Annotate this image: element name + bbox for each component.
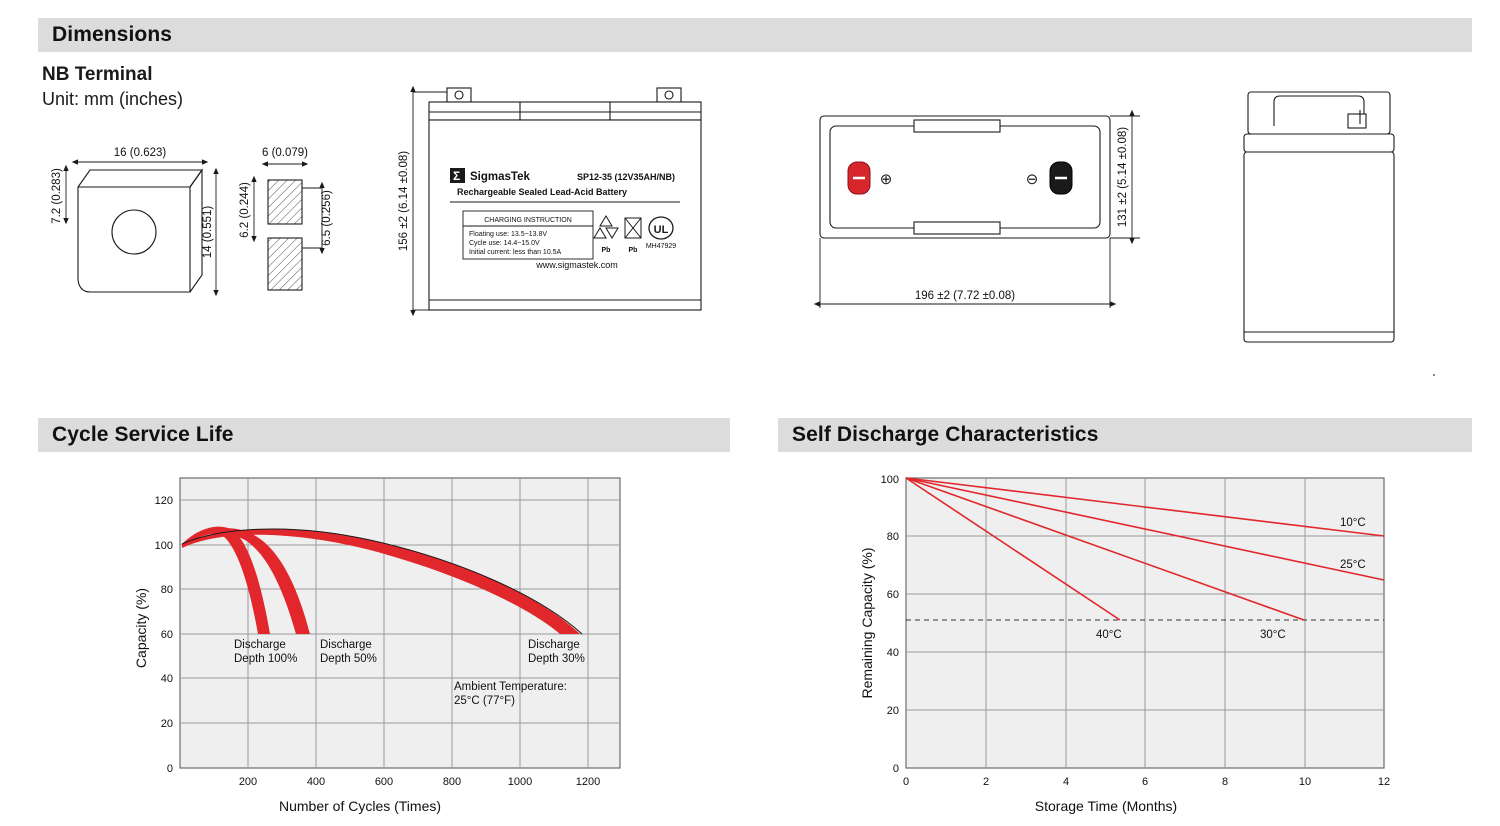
self-chart-ylabel: Remaining Capacity (%) [859, 547, 875, 699]
svg-text:0: 0 [892, 763, 899, 775]
svg-text:6: 6 [1141, 776, 1149, 788]
cycle-chart-xlabel: Number of Cycles (Times) [278, 798, 442, 814]
label-series-10c: 10°C [1340, 517, 1366, 529]
terminal-detail-drawing [30, 140, 390, 330]
ul-file-number: MH47929 [645, 243, 677, 250]
pb-mark-1: Pb [601, 247, 611, 254]
pb-mark-2: Pb [628, 247, 638, 254]
svg-text:0: 0 [166, 763, 173, 775]
label-series-40c: 40°C [1096, 629, 1122, 641]
terminal-inner-label: 6.2 (0.244) [239, 182, 251, 238]
section-title-dimensions: Dimensions [52, 23, 173, 46]
battery-side-height-dimension: 131 ±2 (5.14 ±0.08) [1117, 126, 1129, 228]
charging-line-2: Initial current: less than 10.5A [469, 249, 562, 256]
svg-text:60: 60 [160, 629, 173, 641]
svg-text:80: 80 [160, 584, 173, 596]
chart-cycle-service-life [120, 468, 740, 818]
polarity-plus-symbol: ⊕ [879, 171, 893, 188]
polarity-minus-symbol: ⊖ [1025, 171, 1039, 188]
section-header-dimensions [38, 18, 1472, 52]
nb-terminal-label: NB Terminal [42, 64, 153, 85]
svg-text:40: 40 [886, 647, 899, 659]
svg-text:40: 40 [160, 673, 173, 685]
annotation-dod-50-line1: Discharge [320, 639, 372, 651]
svg-text:UL: UL [653, 224, 669, 236]
svg-text:80: 80 [886, 531, 899, 543]
charging-instruction-title: CHARGING INSTRUCTION [484, 217, 572, 224]
terminal-outer-label: 6.5 (0.256) [321, 190, 333, 246]
svg-text:Σ: Σ [453, 169, 461, 183]
svg-text:20: 20 [160, 718, 173, 730]
annotation-ambient-line2: 25°C (77°F) [454, 695, 515, 707]
svg-text:12: 12 [1377, 776, 1391, 788]
battery-front-view [395, 78, 745, 328]
battery-width-dimension: 196 ±2 (7.72 ±0.08) [914, 290, 1016, 302]
annotation-dod-100-line2: Depth 100% [234, 653, 298, 665]
label-series-25c: 25°C [1340, 559, 1366, 571]
annotation-dod-100-line1: Discharge [234, 639, 286, 651]
brand-logo-icon [450, 168, 465, 183]
annotation-ambient-line1: Ambient Temperature: [454, 681, 567, 693]
battery-top-view [810, 108, 1160, 318]
terminal-thickness-label: 6 (0.079) [261, 147, 309, 159]
svg-text:10: 10 [1298, 776, 1312, 788]
terminal-height-label: 7.2 (0.283) [51, 168, 63, 224]
battery-height-dimension: 156 ±2 (6.14 ±0.08) [398, 150, 410, 252]
battery-website: www.sigmastek.com [536, 260, 618, 270]
svg-text:120: 120 [154, 495, 173, 507]
annotation-dod-50-line2: Depth 50% [320, 653, 377, 665]
terminal-depth-label: 14 (0.551) [202, 205, 214, 259]
section-title-cycle-service-life: Cycle Service Life [52, 423, 234, 446]
svg-text:1000: 1000 [507, 776, 533, 788]
svg-text:400: 400 [306, 776, 326, 788]
section-header-cycle-service-life [38, 418, 730, 452]
svg-text:200: 200 [238, 776, 258, 788]
page-dot-mark [1433, 374, 1435, 376]
annotation-dod-30-line2: Depth 30% [528, 653, 585, 665]
svg-text:1200: 1200 [575, 776, 601, 788]
svg-text:800: 800 [442, 776, 462, 788]
svg-text:0: 0 [902, 776, 910, 788]
svg-text:8: 8 [1221, 776, 1229, 788]
battery-side-view [1230, 80, 1430, 360]
annotation-dod-30-line1: Discharge [528, 639, 580, 651]
svg-text:600: 600 [374, 776, 394, 788]
charging-line-0: Floating use: 13.5~13.8V [469, 231, 548, 238]
svg-text:4: 4 [1062, 776, 1070, 788]
svg-text:2: 2 [982, 776, 990, 788]
unit-label: Unit: mm (inches) [42, 89, 184, 109]
charging-line-1: Cycle use: 14.4~15.0V [469, 240, 540, 247]
svg-text:20: 20 [886, 705, 899, 717]
battery-brand: SigmasTek [470, 171, 530, 183]
section-title-self-discharge: Self Discharge Characteristics [792, 423, 1099, 446]
cycle-chart-ylabel: Capacity (%) [133, 587, 149, 669]
svg-text:60: 60 [886, 589, 899, 601]
chart-self-discharge [848, 468, 1468, 818]
self-chart-xlabel: Storage Time (Months) [1034, 798, 1178, 814]
battery-model: SP12-35 (12V35AH/NB) [577, 172, 676, 182]
label-series-30c: 30°C [1260, 629, 1286, 641]
battery-type: Rechargeable Sealed Lead-Acid Battery [457, 187, 628, 197]
svg-text:100: 100 [154, 540, 173, 552]
section-header-self-discharge [778, 418, 1472, 452]
terminal-width-label: 16 (0.623) [113, 147, 167, 159]
svg-text:100: 100 [880, 474, 899, 486]
